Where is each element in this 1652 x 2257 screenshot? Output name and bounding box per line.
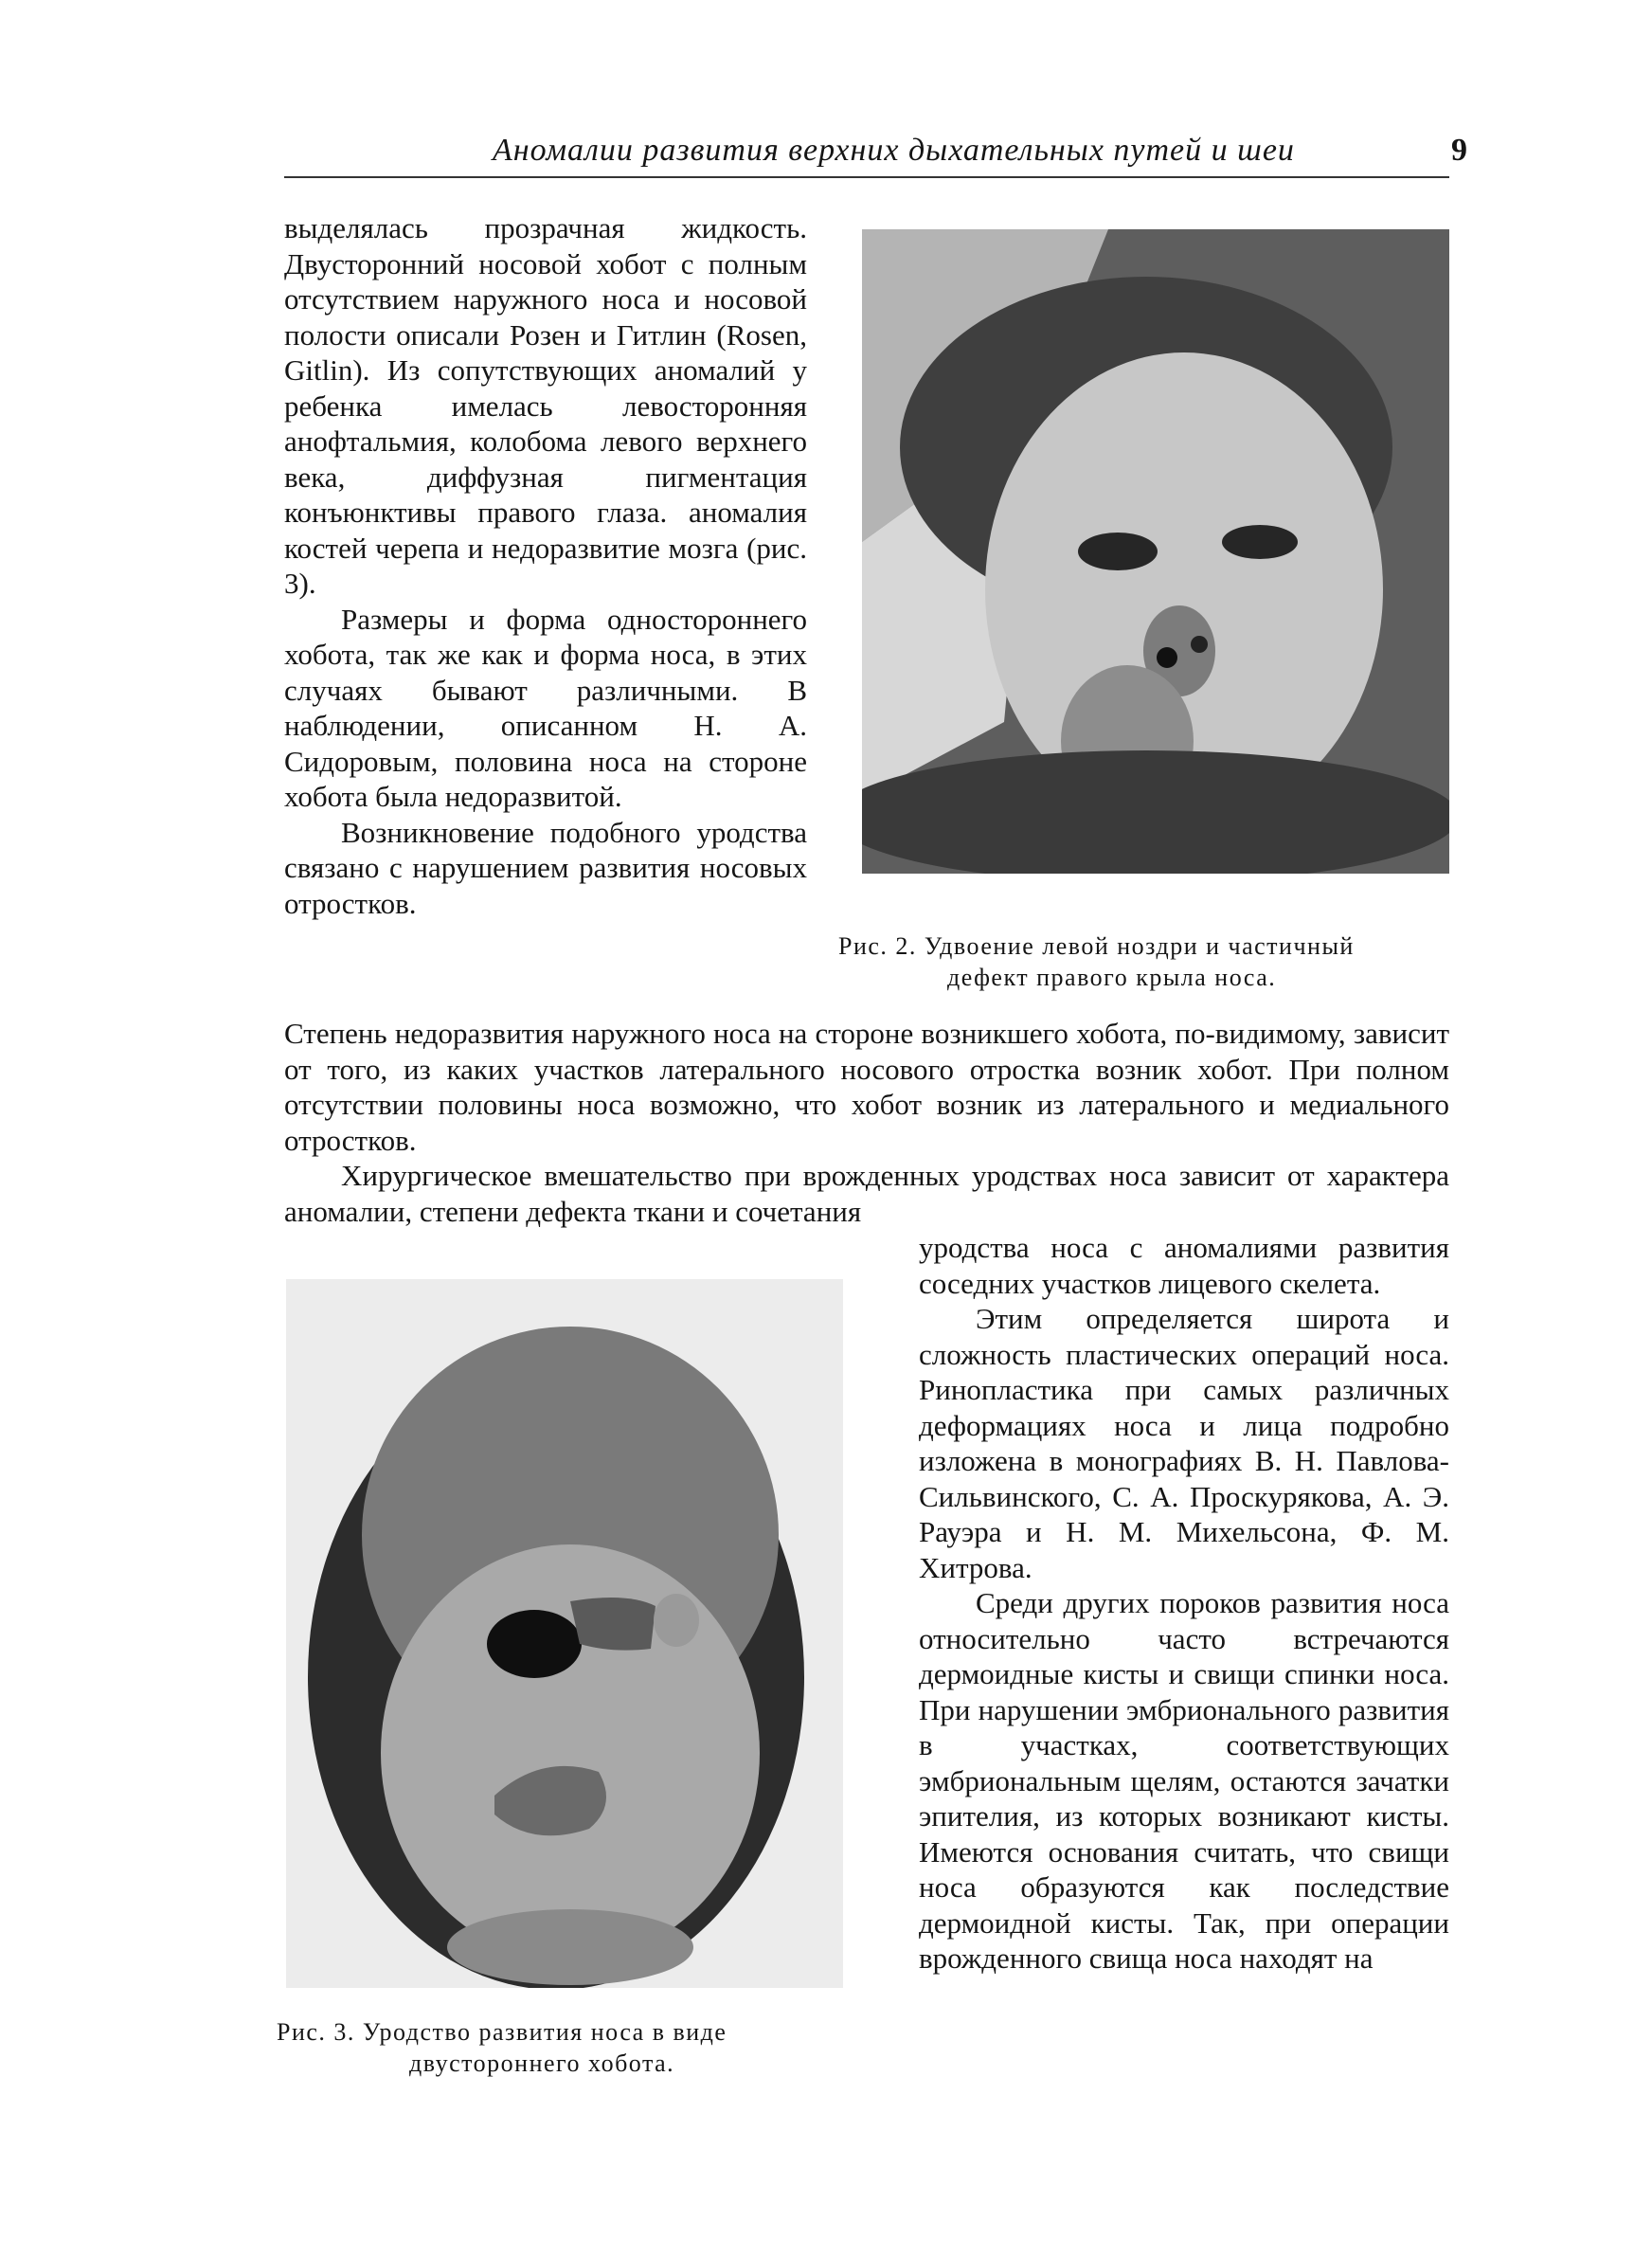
figure-3-caption-line-2: двустороннего хобота. — [409, 2049, 675, 2077]
figure-3-photo — [286, 1279, 843, 1988]
paragraph: Возникновение подобного уродства связано с нарушением развития носовых отростков. — [284, 815, 807, 920]
paragraph: Этим определяется широта и сложность пластических операций носа. Ринопластика при самых различных деформациях носа и лица подробно изложена в монографиях В. Н. Павлова-Сильвинского, С. А. Проскурякова, А. Э. Рауэра и Н. М. Михельсона, Ф. М. Хитрова. — [919, 1302, 1449, 1584]
right-column-bottom — [919, 1230, 1449, 1977]
figure-2-caption-line-2: дефект правого крыла носа. — [947, 964, 1277, 991]
child-face-image — [862, 229, 1449, 874]
page-number: 9 — [1451, 133, 1467, 168]
paragraph: уродства носа с аномалиями развития соседних участков лицевого скелета. — [919, 1231, 1449, 1300]
paragraph: Среди других пороков развития носа относительно часто встречаются дермоидные кисты и свищи спинки носа. При нарушении эмбрионального развития в участках, соответствующих эмбриональным щелям, остаются зачатки эпителия, из которых возникают кисты. Имеются основания считать, что свищи носа образуются как последствие дермоидной кисты. Так, при операции врожденного свища носа находят на — [919, 1586, 1449, 1975]
paragraph: Степень недоразвития наружного носа на стороне возникшего хобота, по-видимому, зависит от того, из каких участков латерального носового отростка возник хобот. При полном отсутствии половины носа возможно, что хобот возник из латерального и медиального отростков. — [284, 1017, 1449, 1157]
running-title: Аномалии развития верхних дыхательных путей и шеи — [493, 133, 1295, 168]
figure-2-caption — [838, 930, 1482, 993]
infant-face-image — [286, 1279, 843, 1988]
figure-2-caption-line-1: Рис. 2. Удвоение левой ноздри и частичный — [838, 932, 1355, 960]
left-column-top — [284, 210, 807, 921]
full-width-block — [284, 1016, 1449, 1229]
header-rule — [284, 176, 1449, 178]
paragraph: Хирургическое вмешательство при врожденных уродствах носа зависит от характера аномалии, степени дефекта ткани и сочетания — [284, 1159, 1449, 1228]
figure-3-caption — [277, 2016, 854, 2079]
figure-3-caption-line-1: Рис. 3. Уродство развития носа в виде — [277, 2018, 727, 2046]
paragraph: выделялась прозрачная жидкость. Двусторонний носовой хобот с полным отсутствием наружного носа и носовой полости описали Розен и Гитлин (Rosen, Gitlin). Из сопутствующих аномалий у ребенка имелась левосторонняя анофтальмия, колобома левого верхнего века, диффузная пигментация конъюнктивы правого глаза. аномалия костей черепа и недоразвитие мозга (рис. 3). — [284, 211, 807, 600]
figure-2-photo — [862, 229, 1449, 874]
paragraph: Размеры и форма одностороннего хобота, так же как и форма носа, в этих случаях бывают различными. В наблюдении, описанном Н. А. Сидоровым, половина носа на стороне хобота была недоразвитой. — [284, 602, 807, 813]
